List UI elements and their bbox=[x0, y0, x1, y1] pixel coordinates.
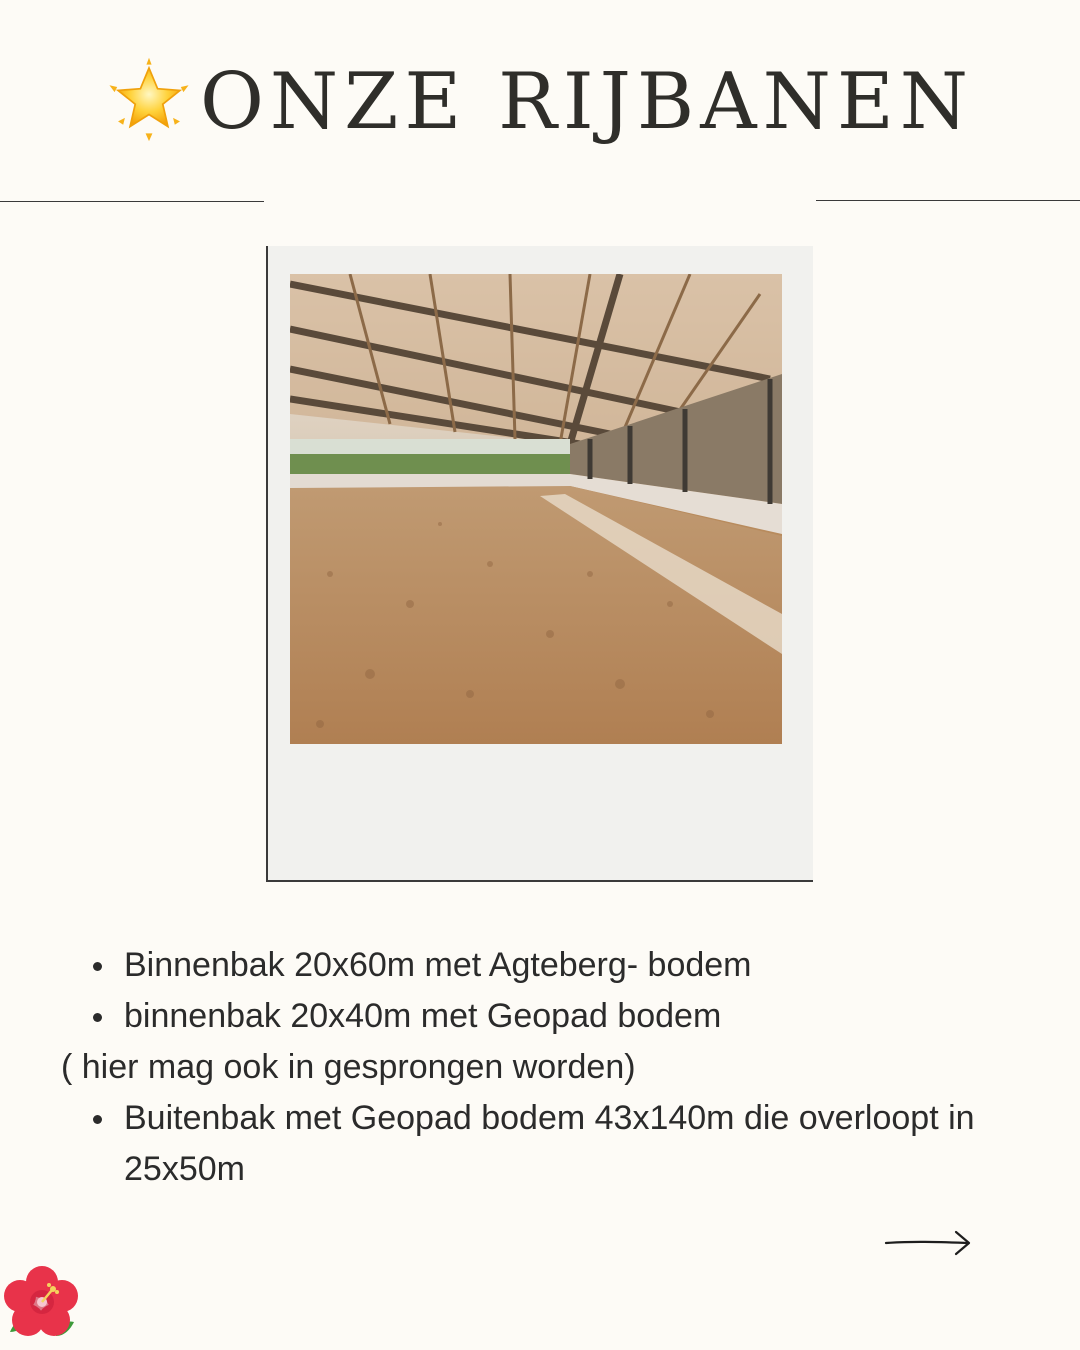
photo-frame bbox=[266, 246, 813, 882]
arena-list-continued bbox=[0, 1093, 1080, 1195]
arrow-right-icon[interactable] bbox=[884, 1228, 972, 1258]
arena-info bbox=[0, 940, 1080, 1195]
page-header bbox=[0, 52, 1080, 152]
riding-arena-photo bbox=[290, 274, 782, 744]
arena-list bbox=[0, 940, 1080, 1042]
glowing-star-icon bbox=[106, 56, 192, 142]
list-item: binnenbak 20x40m met Geopad bodem bbox=[124, 991, 1024, 1042]
list-item: Binnenbak 20x60m met Agteberg- bodem bbox=[124, 940, 1024, 991]
jumping-note: ( hier mag ook in gesprongen worden) bbox=[61, 1048, 636, 1086]
hibiscus-icon bbox=[2, 1262, 82, 1342]
page-title: ONZE RIJBANEN bbox=[199, 57, 975, 147]
divider-left bbox=[0, 201, 264, 202]
divider-right bbox=[816, 200, 1080, 201]
list-item: Buitenbak met Geopad bodem 43x140m die overloopt in 25x50m bbox=[124, 1093, 1024, 1195]
